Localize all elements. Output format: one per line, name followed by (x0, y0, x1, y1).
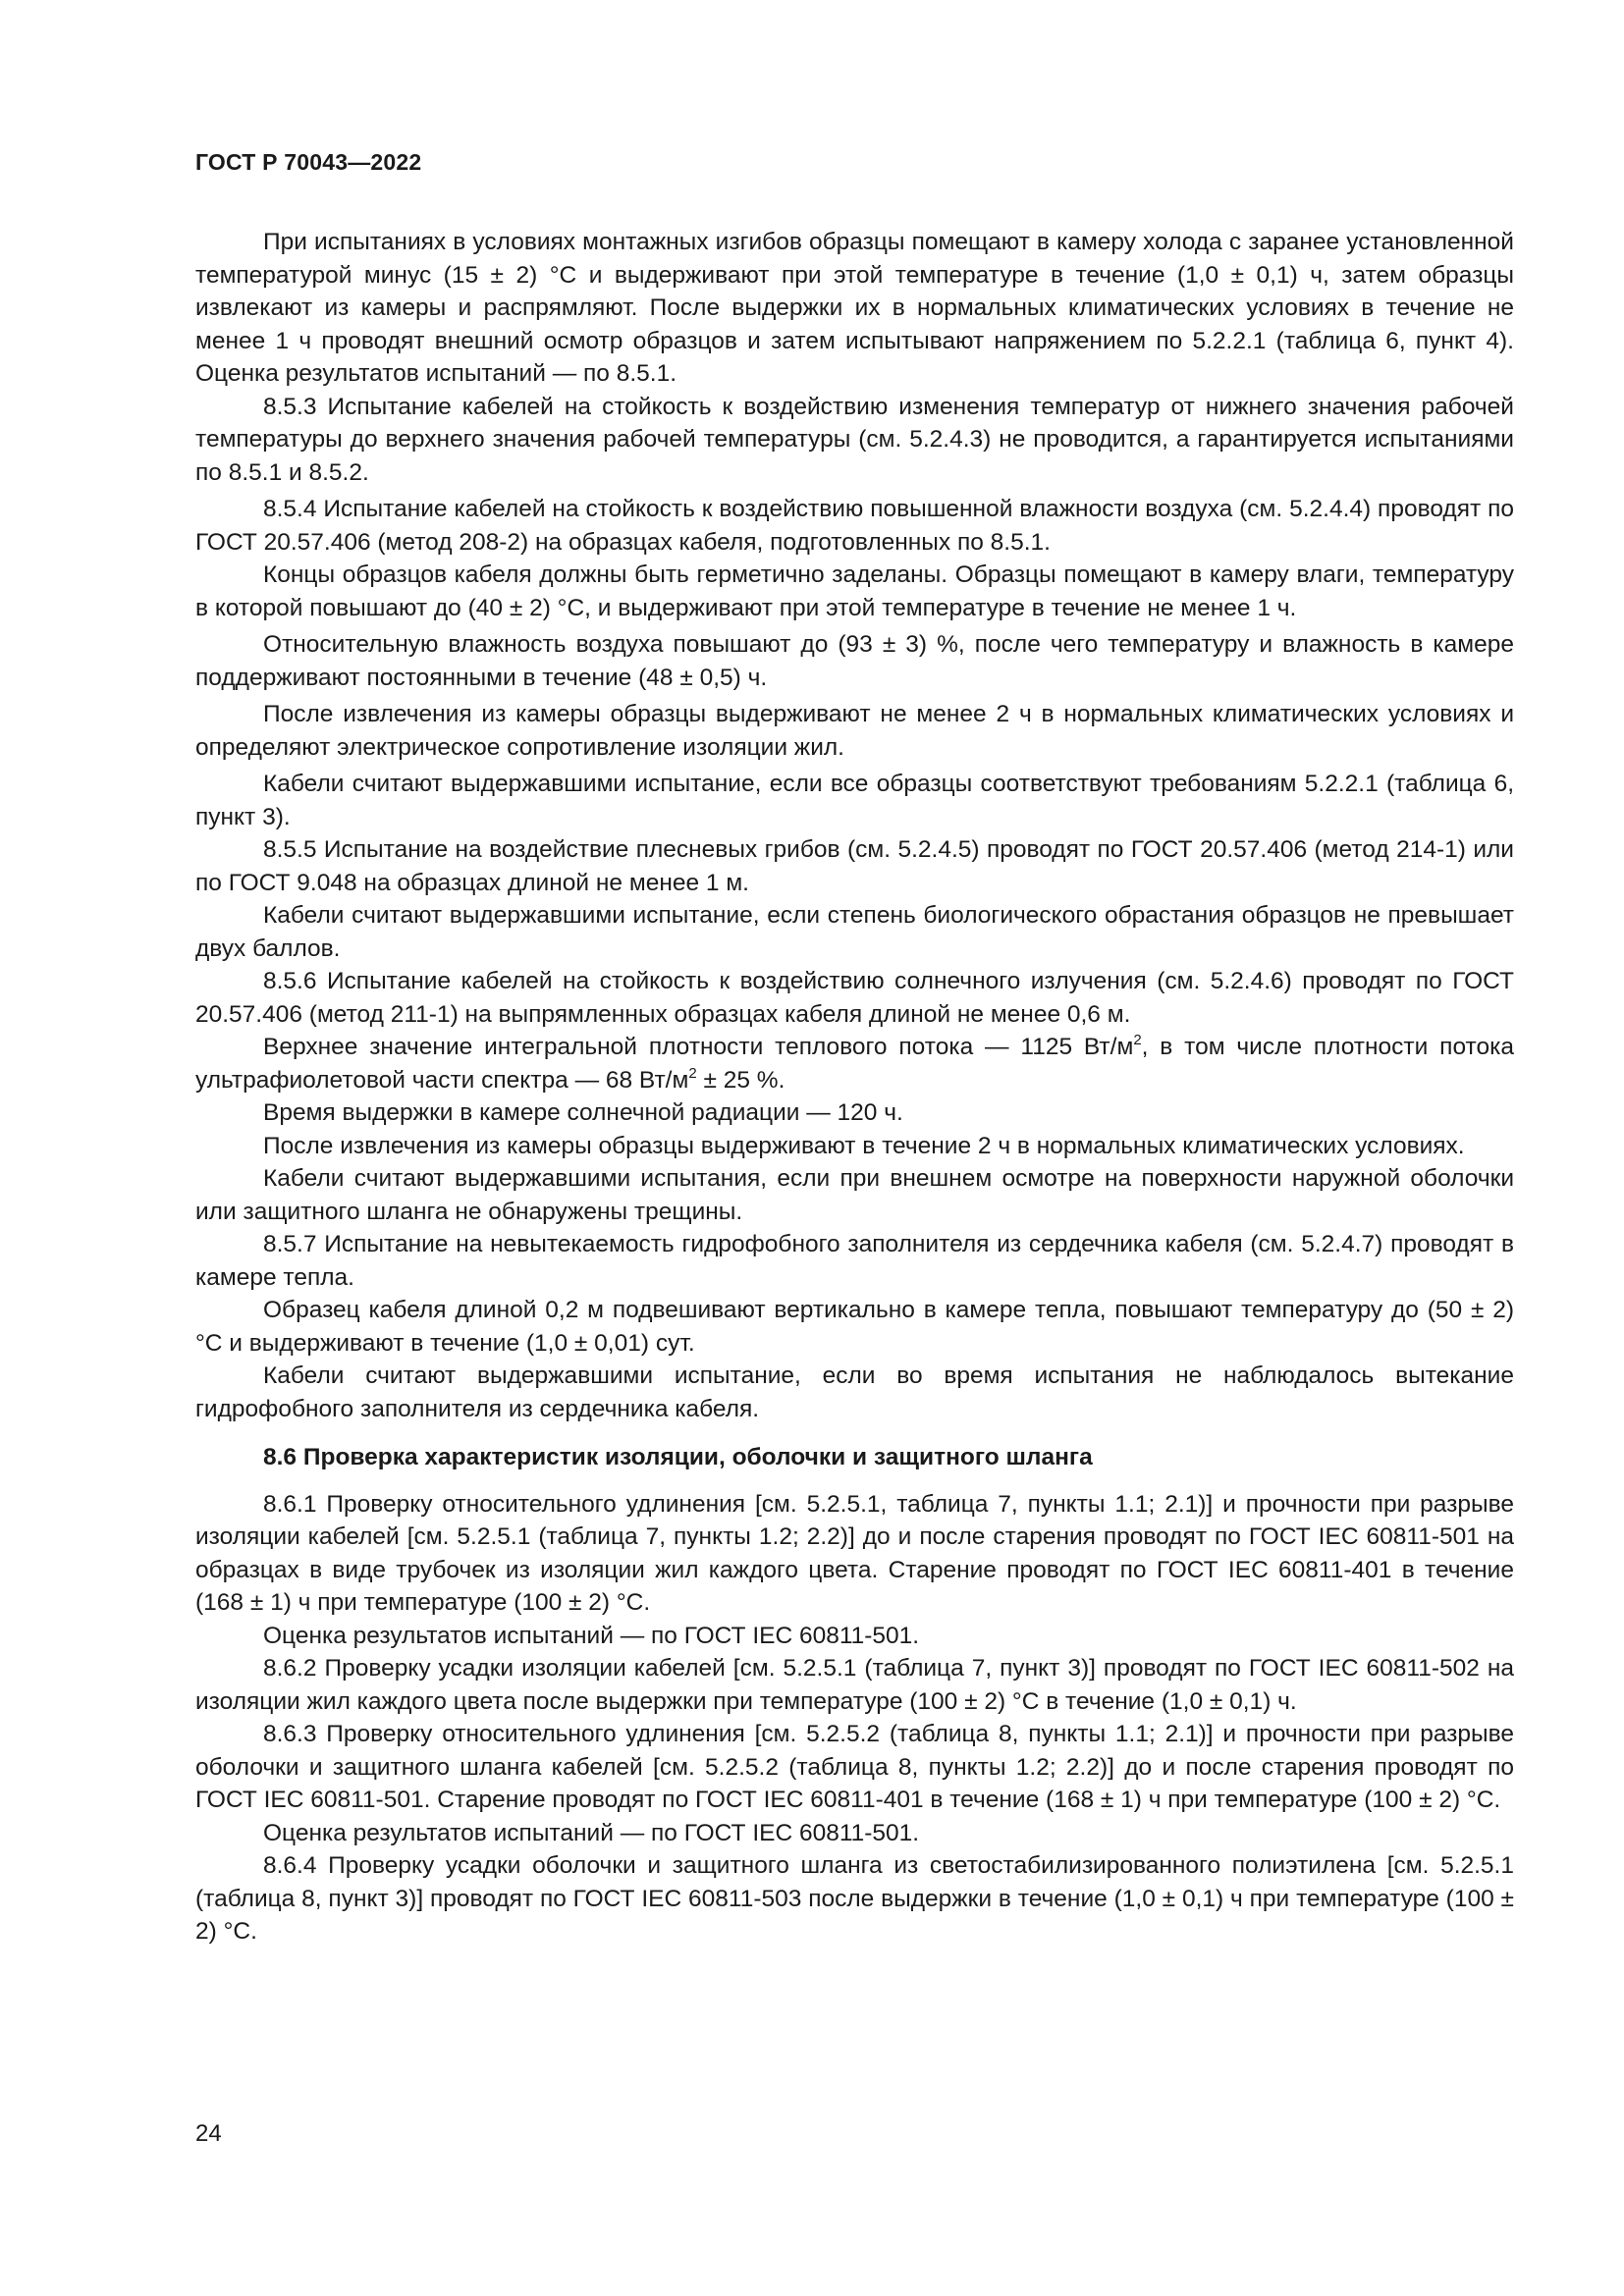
text-run: Верхнее значение интегральной плотности теплового потока — 1125 Вт/м (263, 1034, 1134, 1060)
paragraph: Оценка результатов испытаний — по ГОСТ IEC 60811-501. (263, 1622, 920, 1649)
paragraph: Концы образцов кабеля должны быть герметично заделаны. Образцы помещают в камеру влаги, температуру в которой повышают до (40 ± 2) °С, и выдерживают при этой температуре в течение не менее 1 ч. (195, 561, 1514, 621)
section-heading-8-6: 8.6 Проверка характеристик изоляции, оболочки и защитного шланга (263, 1444, 1093, 1470)
paragraph: Кабели считают выдержавшими испытание, если степень биологического обрастания образцов не превышает двух баллов. (195, 902, 1514, 962)
body-text (195, 226, 1514, 1949)
paragraph-8-6-4: 8.6.4 Проверку усадки оболочки и защитного шланга из светостабилизированного полиэтилена [см. 5.2.5.1 (таблица 8, пункт 3)] проводят по ГОСТ IEC 60811-503 после выдержки в течение (1,0 ± 0,1) ч при температуре (100 ± 2) °С. (195, 1852, 1514, 1945)
paragraph: Относительную влажность воздуха повышают до (93 ± 3) %, после чего температуру и влажность в камере поддерживают постоянными в течение (48 ± 0,5) ч. (195, 631, 1514, 691)
paragraph-8-6-1: 8.6.1 Проверку относительного удлинения [см. 5.2.5.1, таблица 7, пункты 1.1; 2.1)] и прочности при разрыве изоляции кабелей [см. 5.2.5.1 (таблица 7, пункты 1.2; 2.2)] до и после старения проводят по ГОСТ IEC 60811-501 на образцах в виде трубочек из изоляции жил каждого цвета. Старение проводят по ГОСТ IEC 60811-401 в течение (168 ± 1) ч при температуре (100 ± 2) °С. (195, 1490, 1514, 1616)
paragraph-8-5-3: 8.5.3 Испытание кабелей на стойкость к воздействию изменения температур от нижнего значения рабочей температуры до верхнего значения рабочей температуры (см. 5.2.4.3) не проводится, а гарантируется испытаниями по 8.5.1 и 8.5.2. (195, 393, 1514, 486)
paragraph: После извлечения из камеры образцы выдерживают не менее 2 ч в нормальных климатических условиях и определяют электрическое сопротивление изоляции жил. (195, 701, 1514, 761)
paragraph-8-6-2: 8.6.2 Проверку усадки изоляции кабелей [см. 5.2.5.1 (таблица 7, пункт 3)] проводят по ГОСТ IEC 60811-502 на изоляции жил каждого цвета после выдержки при температуре (100 ± 2) °С в течение (1,0 ± 0,1) ч. (195, 1655, 1514, 1715)
paragraph: При испытаниях в условиях монтажных изгибов образцы помещают в камеру холода с заранее установленной температурой минус (15 ± 2) °С и выдерживают при этой температуре в течение (1,0 ± 0,1) ч, затем образцы извлекают из камеры и распрямляют. После выдержки их в нормальных климатических условиях в течение не менее 1 ч проводят внешний осмотр образцов и затем испытывают напряжением по 5.2.2.1 (таблица 6, пункт 4). Оценка результатов испытаний — по 8.5.1. (195, 229, 1514, 387)
text-run: ± 25 %. (696, 1066, 785, 1094)
superscript: 2 (1133, 1032, 1142, 1048)
paragraph-8-5-4: 8.5.4 Испытание кабелей на стойкость к воздействию повышенной влажности воздуха (см. 5.2.4.4) проводят по ГОСТ 20.57.406 (метод 208-2) на образцах кабеля, подготовленных по 8.5.1. (195, 496, 1514, 556)
paragraph: Кабели считают выдержавшими испытания, если при внешнем осмотре на поверхности наружной оболочки или защитного шланга не обнаружены трещины. (195, 1165, 1514, 1225)
paragraph-flux-density (195, 1031, 1514, 1096)
document-code-header: ГОСТ Р 70043—2022 (195, 149, 422, 175)
paragraph: Кабели считают выдержавшими испытание, если во время испытания не наблюдалось вытекание гидрофобного заполнителя из сердечника кабеля. (195, 1362, 1514, 1422)
paragraph-8-6-3: 8.6.3 Проверку относительного удлинения [см. 5.2.5.2 (таблица 8, пункты 1.1; 2.1)] и прочности при разрыве оболочки и защитного шланга кабелей [см. 5.2.5.2 (таблица 8, пункты 1.2; 2.2)] до и после старения проводят по ГОСТ IEC 60811-501. Старение проводят по ГОСТ IEC 60811-401 в течение (168 ± 1) ч при температуре (100 ± 2) °С. (195, 1721, 1514, 1813)
paragraph-8-5-6: 8.5.6 Испытание кабелей на стойкость к воздействию солнечного излучения (см. 5.2.4.6) проводят по ГОСТ 20.57.406 (метод 211-1) на выпрямленных образцах кабеля длиной не менее 0,6 м. (195, 968, 1514, 1028)
text-run: , в том числе плотности потока ультрафиолетовой части спектра — 68 Вт/м (195, 1034, 1514, 1094)
superscript: 2 (688, 1064, 697, 1082)
paragraph: Оценка результатов испытаний — по ГОСТ IEC 60811-501. (263, 1819, 920, 1846)
paragraph: После извлечения из камеры образцы выдерживают в течение 2 ч в нормальных климатических условиях. (263, 1132, 1465, 1159)
paragraph: Время выдержки в камере солнечной радиации — 120 ч. (263, 1099, 903, 1126)
paragraph: Кабели считают выдержавшими испытание, если все образцы соответствуют требованиям 5.2.2.1 (таблица 6, пункт 3). (195, 771, 1514, 830)
page-number: 24 (195, 2120, 222, 2147)
paragraph-8-5-7: 8.5.7 Испытание на невытекаемость гидрофобного заполнителя из сердечника кабеля (см. 5.2.4.7) проводят в камере тепла. (195, 1231, 1514, 1291)
paragraph: Образец кабеля длиной 0,2 м подвешивают вертикально в камере тепла, повышают температуру до (50 ± 2) °С и выдерживают в течение (1,0 ± 0,01) сут. (195, 1297, 1514, 1357)
paragraph-8-5-5: 8.5.5 Испытание на воздействие плесневых грибов (см. 5.2.4.5) проводят по ГОСТ 20.57.406 (метод 214-1) или по ГОСТ 9.048 на образцах длиной не менее 1 м. (195, 836, 1514, 896)
